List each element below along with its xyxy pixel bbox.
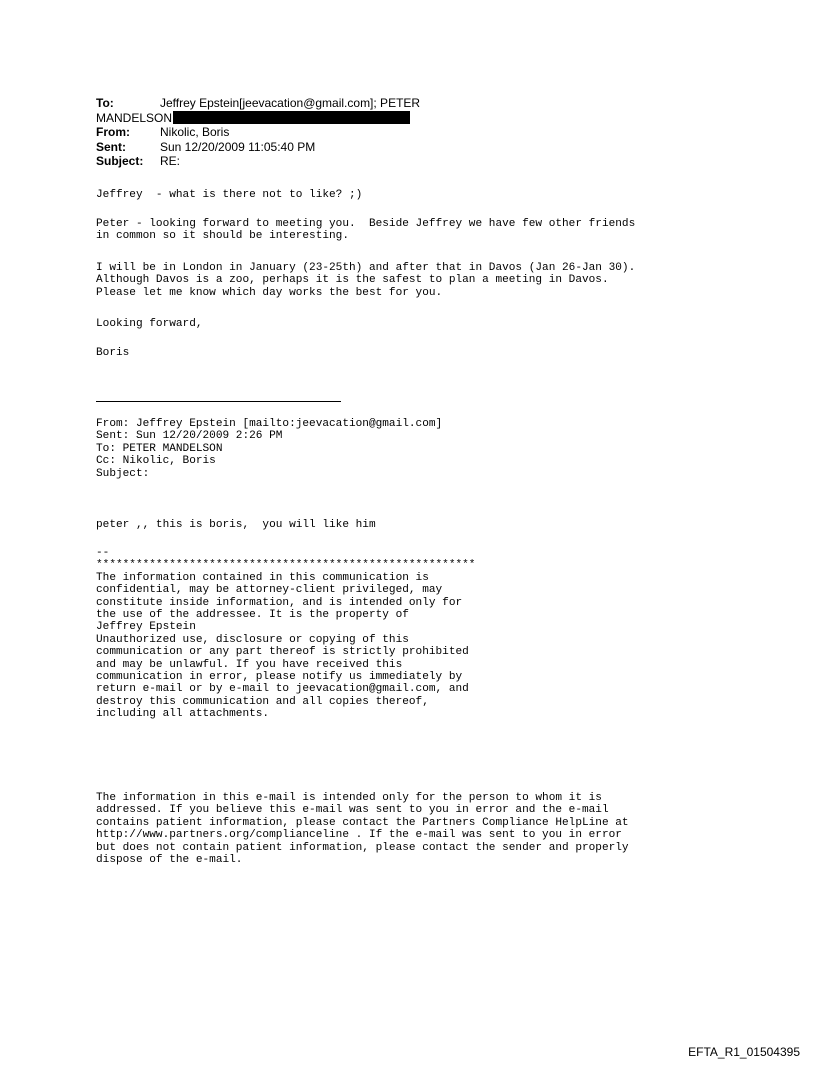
separator-line xyxy=(96,401,341,402)
subject-value: RE: xyxy=(160,154,181,169)
sent-value: Sun 12/20/2009 11:05:40 PM xyxy=(160,139,316,154)
from-row xyxy=(96,125,420,140)
to-value-continued: MANDELSON xyxy=(96,110,173,125)
to-label: To: xyxy=(96,96,114,110)
email-header xyxy=(96,96,420,169)
quoted-confidentiality-signature: -- ********************************************************* The information contained in this communication is confidential, may be attorney-client privileged, may constitute inside information, and is intended only for the use of the addressee. It is the property of Jeffrey Epstein Unauthorized use, disclosure or copying of this communication or any part thereof is strictly prohibited and may be unlawful. If you have received this communication in error, please notify us immediately by return e-mail or by e-mail to jeevacation@gmail.com, and destroy this communication and all copies thereof, including all attachments. xyxy=(96,547,476,721)
subject-row xyxy=(96,154,420,169)
body-paragraph-greeting: Jeffrey - what is there not to like? ;) xyxy=(96,189,363,201)
partners-disclaimer: The information in this e-mail is intended only for the person to whom it is addressed. If you believe this e-mail was sent to you in error and the e-mail contains patient information, please contact the Partners Compliance HelpLine at http://www.partners.org/complianceline . If the e-mail was sent to you in error but does not contain patient information, please contact the sender and properly dispose of the e-mail. xyxy=(96,792,629,867)
body-paragraph-travel: I will be in London in January (23-25th) and after that in Davos (Jan 26-Jan 30). Although Davos is a zoo, perhaps it is the safest to plan a meeting in Davos. Please let me know which day works the best for you. xyxy=(96,262,636,299)
quoted-message: peter ,, this is boris, you will like him xyxy=(96,519,376,531)
quoted-headers: From: Jeffrey Epstein [mailto:jeevacation@gmail.com] Sent: Sun 12/20/2009 2:26 PM To: PETER MANDELSON Cc: Nikolic, Boris Subject: xyxy=(96,418,443,480)
sent-label: Sent: xyxy=(96,139,126,154)
subject-label: Subject: xyxy=(96,154,144,169)
document-id: EFTA_R1_01504395 xyxy=(688,1045,800,1059)
body-closing: Looking forward, xyxy=(96,318,203,330)
to-row-continued xyxy=(96,111,420,126)
body-signature-name: Boris xyxy=(96,347,130,359)
sent-row xyxy=(96,140,420,155)
to-value: Jeffrey Epstein[jeevacation@gmail.com]; PETER xyxy=(160,96,421,110)
body-paragraph-peter: Peter - looking forward to meeting you. Beside Jeffrey we have few other friends in common so it should be interesting. xyxy=(96,218,636,243)
to-row xyxy=(96,96,420,111)
from-value: Nikolic, Boris xyxy=(160,125,230,140)
from-label: From: xyxy=(96,125,130,140)
redaction-block xyxy=(173,111,410,124)
